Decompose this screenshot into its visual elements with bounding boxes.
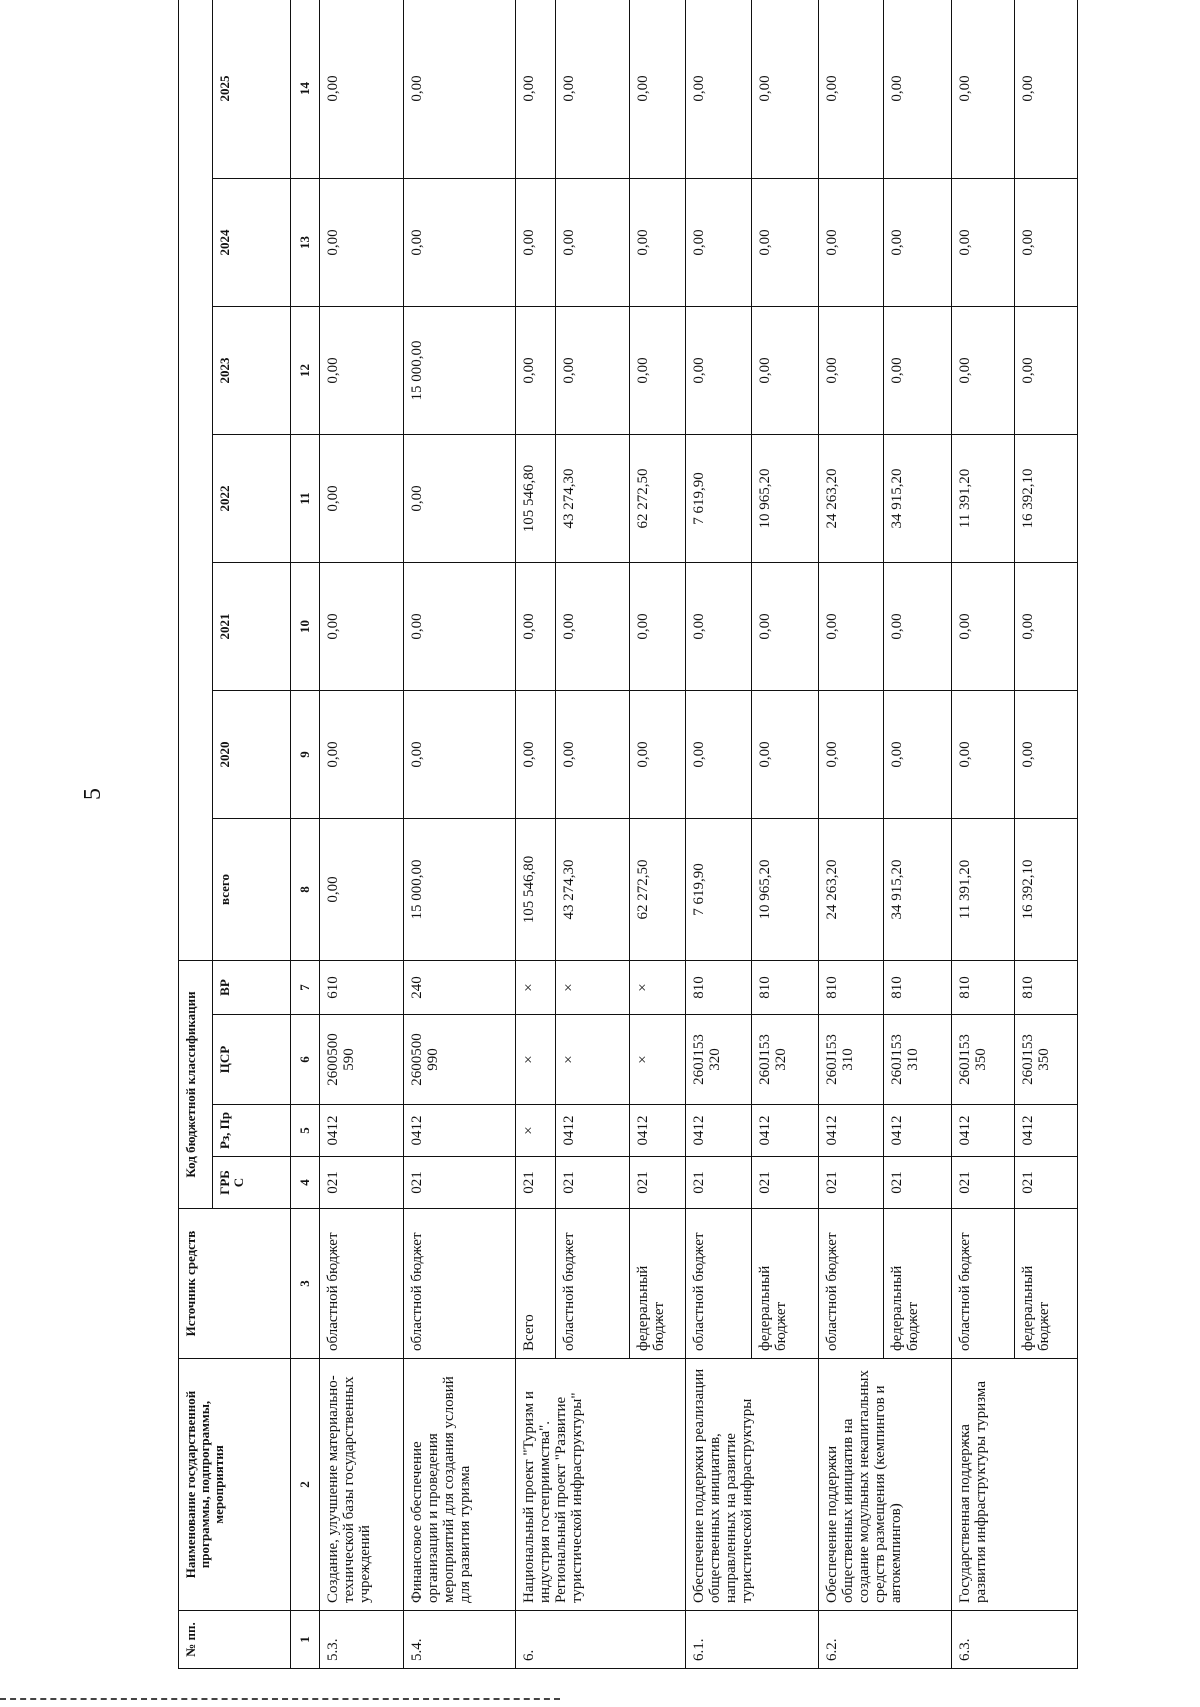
cell-value: 0,00 [818, 178, 883, 306]
cell-value: 0,00 [951, 562, 1014, 690]
cell-value: 0,00 [1014, 0, 1077, 178]
cell-value: 0,00 [320, 0, 404, 178]
cell-vr: 810 [818, 960, 883, 1014]
table-row [951, 0, 1014, 1669]
header-grbs: ГРБ С [213, 1157, 291, 1209]
cell-value: 0,00 [555, 562, 629, 690]
cell-value: 0,00 [686, 0, 751, 178]
row-source: федеральный бюджет [1014, 1209, 1077, 1359]
cell-value: 0,00 [751, 306, 818, 434]
column-number: 11 [291, 434, 320, 562]
row-name: Национальный проект "Туризм и индустрия гостеприимства". Региональный проект "Развитие туристической инфраструктуры" [515, 1359, 686, 1611]
table-row [515, 0, 555, 1669]
table-row [818, 0, 883, 1669]
cell-csr: 260J153 310 [818, 1015, 883, 1105]
cell-value: 0,00 [515, 562, 555, 690]
cell-grbs: 021 [1014, 1157, 1077, 1209]
row-number: 5.4. [404, 1611, 516, 1669]
cell-vr: 810 [686, 960, 751, 1014]
header-year: 2024 [213, 178, 291, 306]
cell-value: 0,00 [555, 178, 629, 306]
cell-grbs: 021 [555, 1157, 629, 1209]
row-source: федеральный бюджет [629, 1209, 686, 1359]
row-number: 6.3. [951, 1611, 1077, 1669]
header-year: 2021 [213, 562, 291, 690]
cell-csr: 260J153 310 [884, 1015, 951, 1105]
cell-value: 0,00 [629, 306, 686, 434]
cell-value: 0,00 [818, 690, 883, 818]
header-csr: ЦСР [213, 1015, 291, 1105]
cell-value: 0,00 [515, 690, 555, 818]
column-number: 4 [291, 1157, 320, 1209]
cell-grbs: 021 [629, 1157, 686, 1209]
column-number-row [291, 0, 320, 1669]
cell-value: 0,00 [320, 178, 404, 306]
cell-value: 0,00 [1014, 690, 1077, 818]
cell-value: 0,00 [1014, 562, 1077, 690]
cell-total: 11 391,20 [951, 818, 1014, 960]
row-name: Государственная поддержка развития инфраструктуры туризма [951, 1359, 1077, 1611]
cell-value: 0,00 [751, 690, 818, 818]
row-number: 6.2. [818, 1611, 951, 1669]
cell-vr: 240 [404, 960, 516, 1014]
cell-rzpr: 0412 [884, 1105, 951, 1157]
cell-vr: 610 [320, 960, 404, 1014]
cell-value: 0,00 [320, 434, 404, 562]
cell-csr: × [555, 1015, 629, 1105]
cell-csr: 2600500 590 [320, 1015, 404, 1105]
cell-grbs: 021 [751, 1157, 818, 1209]
cell-csr: 260J153 350 [951, 1015, 1014, 1105]
table-row [320, 0, 404, 1669]
cell-value: 0,00 [404, 434, 516, 562]
cell-total: 105 546,80 [515, 818, 555, 960]
header-no: № пп. [179, 1611, 291, 1669]
budget-table [178, 0, 1078, 1669]
cell-value: 0,00 [320, 306, 404, 434]
cell-value: 0,00 [515, 0, 555, 178]
cell-value: 0,00 [884, 562, 951, 690]
cell-rzpr: 0412 [404, 1105, 516, 1157]
cell-value: 0,00 [818, 306, 883, 434]
cell-value: 0,00 [555, 306, 629, 434]
cell-value: 0,00 [515, 178, 555, 306]
cell-csr: 260J153 320 [686, 1015, 751, 1105]
row-name: Создание, улучшение материально-технической базы государственных учреждений [320, 1359, 404, 1611]
header-year: 2025 [213, 0, 291, 178]
cell-value: 0,00 [404, 0, 516, 178]
rotated-table-container [178, 49, 1078, 1669]
column-number: 1 [291, 1611, 320, 1669]
cell-rzpr: 0412 [320, 1105, 404, 1157]
row-source: Всего [515, 1209, 555, 1359]
header-year: 2023 [213, 306, 291, 434]
cell-value: 0,00 [404, 562, 516, 690]
cell-vr: 810 [1014, 960, 1077, 1014]
cell-value: 0,00 [629, 0, 686, 178]
cell-csr: × [515, 1015, 555, 1105]
scan-edge-line [0, 1698, 560, 1700]
cell-value: 15 000,00 [404, 306, 516, 434]
cell-vr: 810 [884, 960, 951, 1014]
cell-value: 0,00 [555, 690, 629, 818]
column-number: 7 [291, 960, 320, 1014]
cell-value: 0,00 [555, 0, 629, 178]
cell-value: 0,00 [320, 562, 404, 690]
cell-rzpr: × [515, 1105, 555, 1157]
cell-total: 0,00 [320, 818, 404, 960]
column-number: 5 [291, 1105, 320, 1157]
cell-value: 0,00 [515, 306, 555, 434]
row-source: областной бюджет [320, 1209, 404, 1359]
cell-rzpr: 0412 [555, 1105, 629, 1157]
header-years-blank [179, 0, 213, 960]
column-number: 8 [291, 818, 320, 960]
cell-csr: × [629, 1015, 686, 1105]
header-name: Наименование государственной программы, подпрограммы, мероприятия [179, 1359, 291, 1611]
cell-total: 15 000,00 [404, 818, 516, 960]
cell-rzpr: 0412 [629, 1105, 686, 1157]
cell-value: 0,00 [629, 690, 686, 818]
cell-value: 0,00 [951, 178, 1014, 306]
cell-vr: 810 [751, 960, 818, 1014]
cell-value: 0,00 [686, 178, 751, 306]
cell-rzpr: 0412 [818, 1105, 883, 1157]
column-number: 14 [291, 0, 320, 178]
column-number: 6 [291, 1015, 320, 1105]
cell-total: 62 272,50 [629, 818, 686, 960]
cell-csr: 260J153 350 [1014, 1015, 1077, 1105]
cell-value: 0,00 [884, 178, 951, 306]
cell-value: 0,00 [1014, 306, 1077, 434]
column-number: 13 [291, 178, 320, 306]
cell-value: 0,00 [686, 690, 751, 818]
row-name: Финансовое обеспечение организации и проведения мероприятий для создания условий для развития туризма [404, 1359, 516, 1611]
cell-value: 34 915,20 [884, 434, 951, 562]
cell-value: 0,00 [884, 690, 951, 818]
row-source: областной бюджет [686, 1209, 751, 1359]
cell-value: 0,00 [818, 562, 883, 690]
cell-vr: × [629, 960, 686, 1014]
cell-grbs: 021 [686, 1157, 751, 1209]
cell-value: 105 546,80 [515, 434, 555, 562]
cell-value: 0,00 [884, 306, 951, 434]
table-row [686, 0, 751, 1669]
cell-total: 7 619,90 [686, 818, 751, 960]
header-total: всего [213, 818, 291, 960]
column-number: 3 [291, 1209, 320, 1359]
cell-value: 62 272,50 [629, 434, 686, 562]
cell-value: 0,00 [320, 690, 404, 818]
table-row [404, 0, 516, 1669]
row-name: Обеспечение поддержки общественных инициатив на создание модульных некапитальных средств размещения (кемпингов и автокемпингов) [818, 1359, 951, 1611]
cell-grbs: 021 [404, 1157, 516, 1209]
cell-value: 24 263,20 [818, 434, 883, 562]
row-source: федеральный бюджет [884, 1209, 951, 1359]
cell-value: 0,00 [951, 306, 1014, 434]
cell-rzpr: 0412 [1014, 1105, 1077, 1157]
cell-value: 0,00 [751, 178, 818, 306]
cell-value: 0,00 [686, 306, 751, 434]
column-number: 2 [291, 1359, 320, 1611]
cell-vr: × [515, 960, 555, 1014]
cell-total: 43 274,30 [555, 818, 629, 960]
cell-total: 34 915,20 [884, 818, 951, 960]
cell-csr: 2600500 990 [404, 1015, 516, 1105]
cell-value: 0,00 [884, 0, 951, 178]
cell-value: 43 274,30 [555, 434, 629, 562]
cell-rzpr: 0412 [951, 1105, 1014, 1157]
cell-value: 0,00 [951, 690, 1014, 818]
cell-total: 24 263,20 [818, 818, 883, 960]
cell-grbs: 021 [818, 1157, 883, 1209]
row-number: 5.3. [320, 1611, 404, 1669]
column-number: 12 [291, 306, 320, 434]
row-source: областной бюджет [818, 1209, 883, 1359]
cell-total: 16 392,10 [1014, 818, 1077, 960]
cell-csr: 260J153 320 [751, 1015, 818, 1105]
row-source: областной бюджет [951, 1209, 1014, 1359]
cell-value: 0,00 [629, 178, 686, 306]
row-name: Обеспечение поддержки реализации общественных инициатив, направленных на развитие туристической инфраструктуры [686, 1359, 819, 1611]
cell-value: 11 391,20 [951, 434, 1014, 562]
cell-grbs: 021 [951, 1157, 1014, 1209]
header-year: 2020 [213, 690, 291, 818]
cell-total: 10 965,20 [751, 818, 818, 960]
cell-value: 0,00 [751, 0, 818, 178]
cell-vr: 810 [951, 960, 1014, 1014]
column-number: 9 [291, 690, 320, 818]
cell-value: 7 619,90 [686, 434, 751, 562]
cell-value: 0,00 [818, 0, 883, 178]
page-number: 5 [80, 788, 106, 800]
header-rzpr: Рз, Пр [213, 1105, 291, 1157]
header-source: Источник средств [179, 1209, 291, 1359]
header-code-group: Код бюджетной классификации [179, 960, 213, 1208]
cell-value: 0,00 [404, 178, 516, 306]
column-number: 10 [291, 562, 320, 690]
header-vr: ВР [213, 960, 291, 1014]
cell-grbs: 021 [515, 1157, 555, 1209]
cell-vr: × [555, 960, 629, 1014]
cell-value: 0,00 [404, 690, 516, 818]
row-number: 6.1. [686, 1611, 819, 1669]
row-number: 6. [515, 1611, 686, 1669]
row-source: федеральный бюджет [751, 1209, 818, 1359]
cell-value: 16 392,10 [1014, 434, 1077, 562]
cell-value: 0,00 [951, 0, 1014, 178]
cell-grbs: 021 [884, 1157, 951, 1209]
cell-value: 0,00 [629, 562, 686, 690]
cell-grbs: 021 [320, 1157, 404, 1209]
cell-rzpr: 0412 [686, 1105, 751, 1157]
cell-value: 0,00 [686, 562, 751, 690]
cell-value: 0,00 [1014, 178, 1077, 306]
cell-value: 10 965,20 [751, 434, 818, 562]
cell-value: 0,00 [751, 562, 818, 690]
row-source: областной бюджет [555, 1209, 629, 1359]
header-year: 2022 [213, 434, 291, 562]
cell-rzpr: 0412 [751, 1105, 818, 1157]
row-source: областной бюджет [404, 1209, 516, 1359]
